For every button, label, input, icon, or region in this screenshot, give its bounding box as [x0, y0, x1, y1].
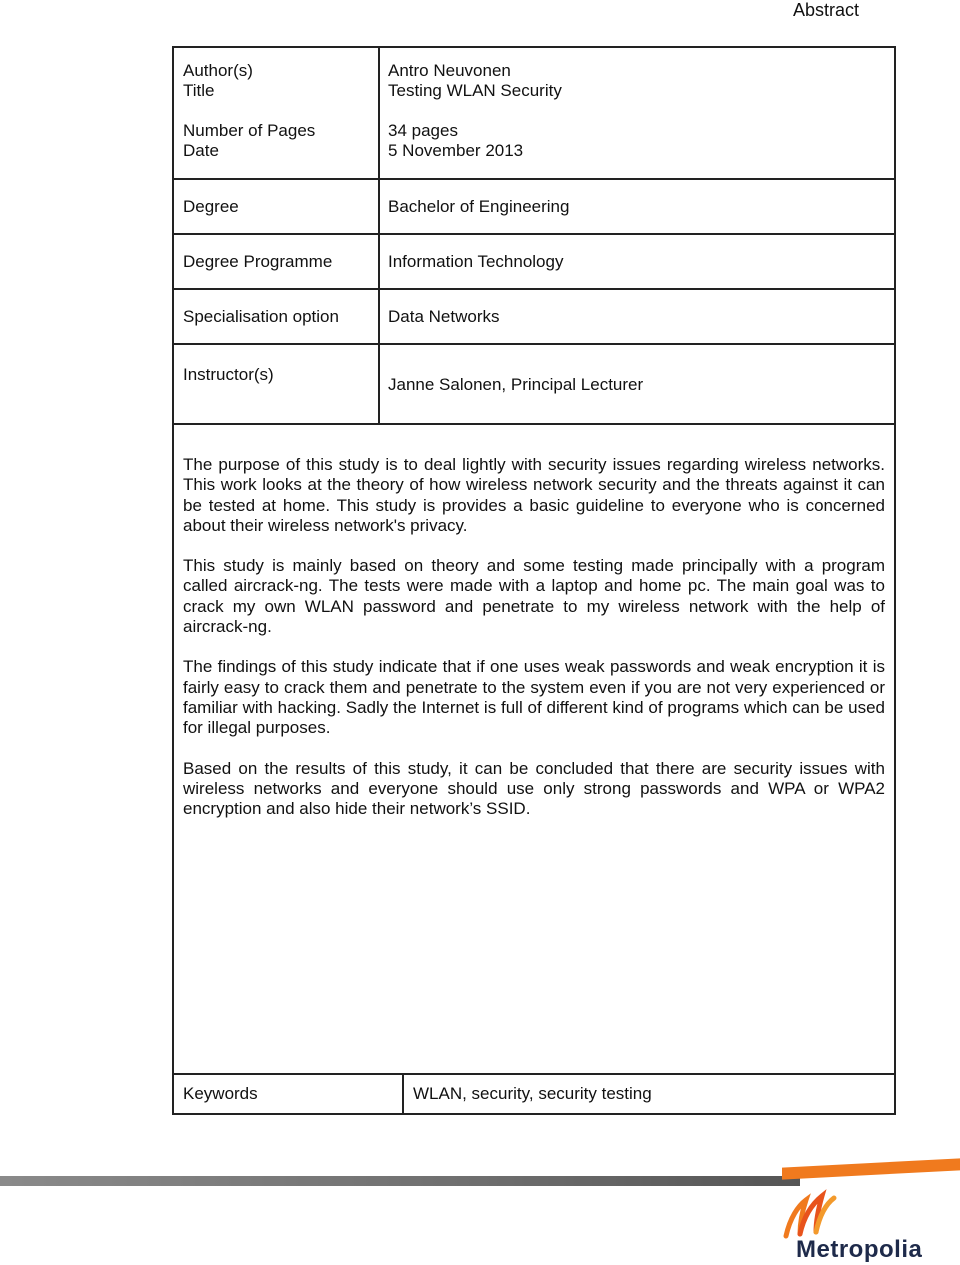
meta-labels [174, 48, 380, 178]
meta-values [380, 48, 894, 178]
footer-accent-bar [782, 1158, 960, 1179]
title-label: Title [183, 81, 215, 100]
abstract-paragraph: The findings of this study indicate that if one uses weak passwords and weak encryption it is fairly easy to crack them and penetrate to the system even if you are not very experienced or familiar with hacking. Sadly the Internet is full of different kind of programs which can be used for illegal purposes. [183, 657, 885, 738]
specialisation-label: Specialisation option [174, 290, 380, 343]
programme-row [174, 235, 894, 290]
programme-value: Information Technology [388, 251, 564, 271]
page-header-title: Abstract [792, 0, 859, 20]
date-label: Date [183, 141, 219, 160]
instructor-value: Janne Salonen, Principal Lecturer [388, 375, 644, 394]
instructor-label: Instructor(s) [174, 345, 380, 423]
abstract-paragraph: Based on the results of this study, it can be concluded that there are security issues with wireless networks and everyone should use only strong passwords and WPA or WPA2 encryption and also hide their network’s SSID. [183, 758, 885, 819]
abstract-info-table [172, 46, 896, 1115]
specialisation-value: Data Networks [388, 306, 500, 326]
specialisation-row [174, 290, 894, 345]
degree-label: Degree [174, 180, 380, 233]
author-label: Author(s) [183, 61, 253, 80]
instructor-row [174, 345, 894, 425]
programme-label: Degree Programme [174, 235, 380, 288]
keywords-value: WLAN, security, security testing [413, 1084, 652, 1103]
title-value: Testing WLAN Security [388, 81, 562, 100]
degree-row [174, 180, 894, 235]
keywords-row [174, 1075, 894, 1113]
abstract-body [174, 425, 894, 1075]
keywords-label: Keywords [174, 1075, 404, 1113]
date-value: 5 November 2013 [388, 141, 524, 160]
meta-row [174, 48, 894, 180]
pages-value: 34 pages [388, 121, 458, 140]
abstract-paragraph: This study is mainly based on theory and some testing made principally with a program called aircrack-ng. The tests were made with a laptop and home pc. The main goal was to crack my own WLAN password and penetrate to my wireless network with the help of aircrack-ng. [183, 556, 885, 637]
logo-text: Metropolia [796, 1236, 923, 1263]
author-value: Antro Neuvonen [388, 61, 511, 80]
pages-label: Number of Pages [183, 121, 316, 140]
footer-bar [0, 1176, 800, 1186]
degree-value: Bachelor of Engineering [388, 196, 570, 216]
abstract-paragraph: The purpose of this study is to deal lightly with security issues regarding wireless networks. This work looks at the theory of how wireless network security and the threats against it can be tested at home. This study is provides a basic guideline to everyone who is concerned about their wireless network's privacy. [183, 455, 885, 535]
